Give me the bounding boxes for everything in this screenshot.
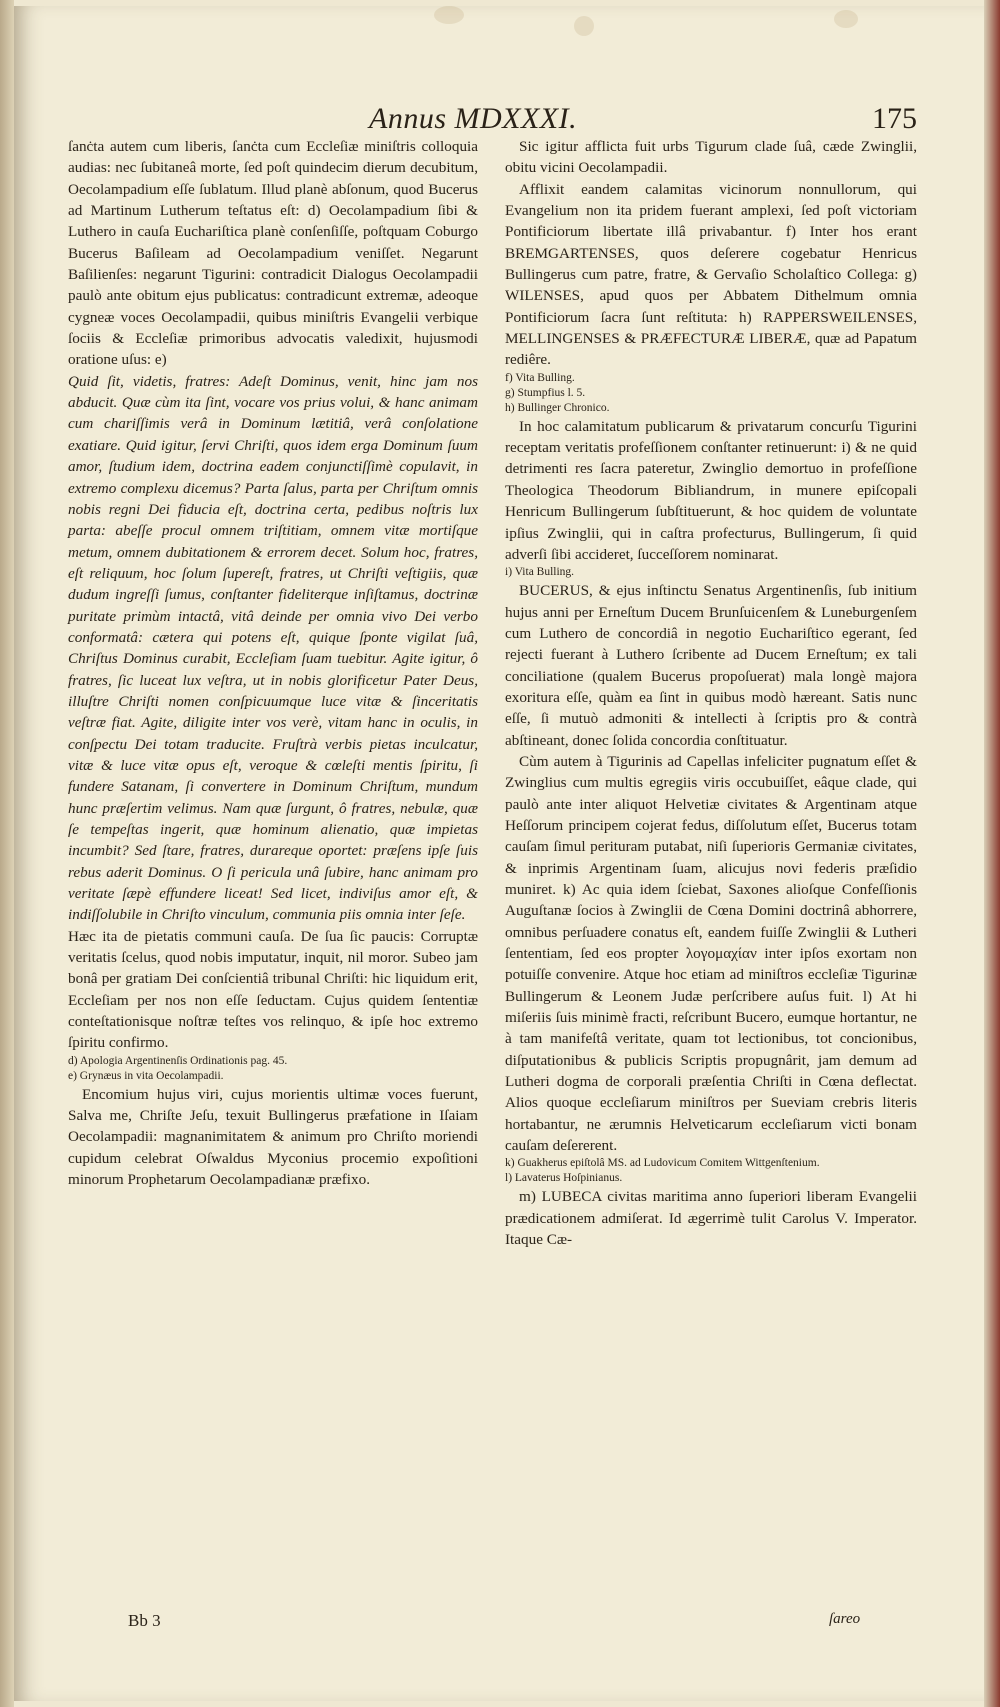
- footnote: d) Apologia Argentinenſis Ordinationis pag. 45.: [68, 1054, 288, 1067]
- paragraph: ſanċta autem cum liberis, ſanċta cum Eccleſiæ miniſtris colloquia audias: nec ſubitaneâ morte, ſed poſt quindecim dierum decubitum, Oecolampadium eſſe ſublatum. Illud planè abſonum, quod Bucerus ad Martinum Lutherum teſtatus eſt: d) Oecolampadium ſibi & Luthero in cauſa Euchariſtica planè conſenſiſſe, poſtquam Coburgo Bucerus Baſileam ad Oecolampadium veniſſet. Negarunt Baſilienſes: negarunt Tigurini: contradicit Dialogus Oecolampadii paulò ante obitum ejus publicatus: contradicunt extremæ, adeoque cygneæ voces Oecolampadii, quibus miniſtris Evangelii verbique ſociis & Eccleſiæ primoribus advocatis valedixit, hujusmodi oratione uſus: e): [68, 138, 478, 369]
- right-column: [505, 136, 917, 1251]
- paragraph: Afflixit eandem calamitas vicinorum nonnullorum, qui Evangelium non ita pridem fuerant amplexi, ſed poſt victoriam Pontificiorum libertate illâ privabantur. f) Inter hos erant BREMGARTENSES, quos deſerere cogebatur Henricus Bullingerus cum patre, fratre, & Gervaſio Scholaſtico Collega: g) WILENSES, apud quos per Abbatem Dithelmum omnia Pontificiorum ſacra ſunt reſtituta: h) RAPPERSWEILENSES, MELLINGENSES & PRÆFECTURÆ LIBERÆ, quæ ad Papatum rediêre.: [505, 180, 917, 369]
- paragraph: Hæc ita de pietatis communi cauſa. De ſua ſic paucis: Corruptæ veritatis ſcelus, quod nobis imputatur, inquit, nil moror. Subeo jam bonâ per gratiam Dei conſcientiâ tribunal Chriſti: hic liquidum erit, Eccleſiam per nos non eſſe ſeductam. Cujus quidem ſententiæ conteſtationisque noſtræ teſtes vos relinquo, & ipſe hoc extremo ſpiritu confirmo.: [68, 927, 478, 1052]
- paragraph: Quid ſit, videtis, fratres: Adeſt Dominus, venit, hinc jam nos abducit. Quæ cùm ita ſint, vocare vos prius volui, & hanc animam cum chariſſimis verâ in Dominum lætitiâ, verâ conſolatione exatiare. Quid igitur, ſervi Chriſti, quos idem erga Dominum ſuum amor, ſtudium idem, doctrina eadem conjunctiſſimè copulavit, in extremo complexu dicemus? Parta ſalus, parta per Chriſtum omnis nobis regni Dei fiducia eſt, doctrina certa, pedibus noſtris lux parta: abeſſe procul omnem triſtitiam, omnem vitæ mortiſque metum, omnem dubitationem & errorem decet. Solum hoc, fratres, eſt reliquum, hoc ſolum ſupereſt, fratres, ut Chriſti veſtigiis, quæ dudum ingreſſi ſumus, conſtanter fideliterque inſiſtamus, doctrinæ puritate primùm intactâ, vitâ deinde per omnia vivo Dei verbo conformatâ: cætera qui potens eſt, quique ſponte vigilat ſuâ, Chriſtus Dominus curabit, Eccleſiam ſuam tuebitur. Agite igitur, ô fratres, ſic luceat lux veſtra, ut in nobis glorificetur Pater Deus, illuſtre Chriſti nomen conſpicuumque luce vitæ & ſinceritatis veſtræ fiat. Agite, diligite inter vos verè, vitam hanc in oculis, in conſpectu Dei totam traducite. Fruſtrà verbis pietas inculcatur, vitæ & luce vitæ opus eſt, veroque & cœleſti mentis ſpiritu, ſi fundere Satanam, ſi convertere in Dominum Chriſtum, mundum hunc præſertim velimus. Nam quæ ſurgunt, ô fratres, nebulæ, quæ ſe tempeſtas ingerit, quæ hominum alienatio, quæ impietas incumbit? Sed ſtare, fratres, durareque oportet: præſens ipſe ſuis rebus aderit Dominus. O ſi pericula unâ ſubire, hanc animam pro veritate ſæpè effundere liceat! Sed licet, indiviſus amor eſt, & indiſſolubile in Chriſto vinculum, communia piis omnia inter ſeſe.: [68, 372, 478, 924]
- running-title: Annus MDXXXI.: [369, 102, 578, 135]
- footnote: f) Vita Bulling.: [505, 371, 575, 384]
- paragraph: Cùm autem à Tigurinis ad Capellas infeliciter pugnatum eſſet & Zwinglius cum multis egregiis viris occubuiſſet, eâque clade, qui paulò ante inter aliquot Helvetiæ civitates & Argentinam atque Heſſorum principem cojerat fedus, diſſolutum eſſet, Bucerus totam cauſam ſimul perituram putabat, niſi ſuperioris Germaniæ civitates, & inprimis Argentinam ſuam, alicujus novi federis præſidio muniret. k) Ac quia idem ſciebat, Saxones alioſque Confeſſionis Auguſtanæ ſocios à Zwinglii de Cœna Domini doctrinâ abhorrere, omnibus perſuadere conatus eſt, eandem fuiſſe Zwinglii & Lutheri ſententiam, ſed eos propter λογομαχίαν inter ipſos exortam non potuiſſe convenire. Atque hoc etiam ad miniſtros eccleſiæ Tigurinæ Bullingerum & Leonem Judæ perſcribere auſus fuit. l) At hi miſeriis ſuis minimè fracti, reſcribunt Bucero, eumque hortantur, ne à tam manifeſtâ veritate, quam tot lectionibus, tot concionibus, diſputationibus & publicis Scriptis propugnârit, jam demum ad Lutheri dogma de corporali præſentia Chriſti in Cœna deflectat. Alios quoque eccleſiarum miniſtros per Sueviam crebris literis hortabantur, ne ærumnis Helveticarum eccleſiarum victi bonam cauſam deſererent.: [505, 752, 917, 1155]
- paragraph: Sic igitur afflicta fuit urbs Tigurum clade ſuâ, cæde Zwinglii, obitu vicini Oecolampadii.: [505, 138, 917, 177]
- footnote: l) Lavaterus Hoſpinianus.: [505, 1172, 623, 1185]
- catchword: ſareo: [829, 1611, 861, 1627]
- page-edge-right: [984, 0, 1000, 1707]
- signature-mark: Bb 3: [128, 1611, 161, 1630]
- footnote: i) Vita Bulling.: [505, 566, 575, 579]
- left-column: [68, 136, 478, 1191]
- binding-edge: [0, 0, 14, 1707]
- footnote: g) Stumpfius l. 5.: [505, 386, 586, 399]
- stain: [834, 10, 858, 28]
- paragraph: m) LUBECA civitas maritima anno ſuperiori liberam Evangelii prædicationem admiſerat. Id ægerrimè tulit Carolus V. Imperator. Itaque Cæ-: [505, 1188, 917, 1249]
- stain: [574, 16, 594, 36]
- page-number: 175: [872, 102, 917, 135]
- footnote: k) Guakherus epiſtolâ MS. ad Ludovicum Comitem Wittgenſtenium.: [505, 1157, 820, 1170]
- footnote: h) Bullinger Chronico.: [505, 401, 610, 414]
- book-page: [14, 6, 984, 1701]
- paragraph: BUCERUS, & ejus inſtinctu Senatus Argentinenſis, ſub initium hujus anni per Erneſtum Ducem Brunſuicenſem & Luneburgenſem cum Luthero de concordiâ in negotio Euchariſtico egerant, ſed rejecti fuerant à Luthero ſcribente ad Ducem Erneſtum; ex tali conciliatione (qualem Bucerus propoſuerat) mala longè majora exoritura eſſe, quàm ea ſint in quibus modò hæreant. Satis nunc eſſe, ſi mutuò admoniti & intellecti à ſcriptis pro & contrà abſtineant, donec ſolida concordia conſtituatur.: [505, 582, 917, 749]
- paragraph: In hoc calamitatum publicarum & privatarum concurſu Tigurini receptam veritatis profeſſionem conſtanter retinuerunt: i) & ne quid detrimenti res ſacra pateretur, Zwinglio demortuo in profeſſione Theologica Theodorum Bibliandrum, in munere epiſcopali Henricum Bullingerum ſubſtituerunt, & hoc quidem de voluntate ipſius Zwinglii, qui in caſtra profecturus, Bullingerum, ſi quid adverſi ſibi accideret, ſucceſſorem nominarat.: [505, 417, 917, 563]
- running-head: [14, 102, 984, 136]
- paragraph: Encomium hujus viri, cujus morientis ultimæ voces fuerunt, Salva me, Chriſte Jeſu, texuit Bullingerus præfatione in Iſaiam Oecolampadii: magnanimitatem & animum pro Chriſto moriendi cupidum celebrat Oſwaldus Myconius procemio expoſitioni minorum Prophetarum Oecolampadianæ præfixo.: [68, 1085, 478, 1189]
- stain: [434, 6, 464, 24]
- footnote: e) Grynæus in vita Oecolampadii.: [68, 1069, 224, 1082]
